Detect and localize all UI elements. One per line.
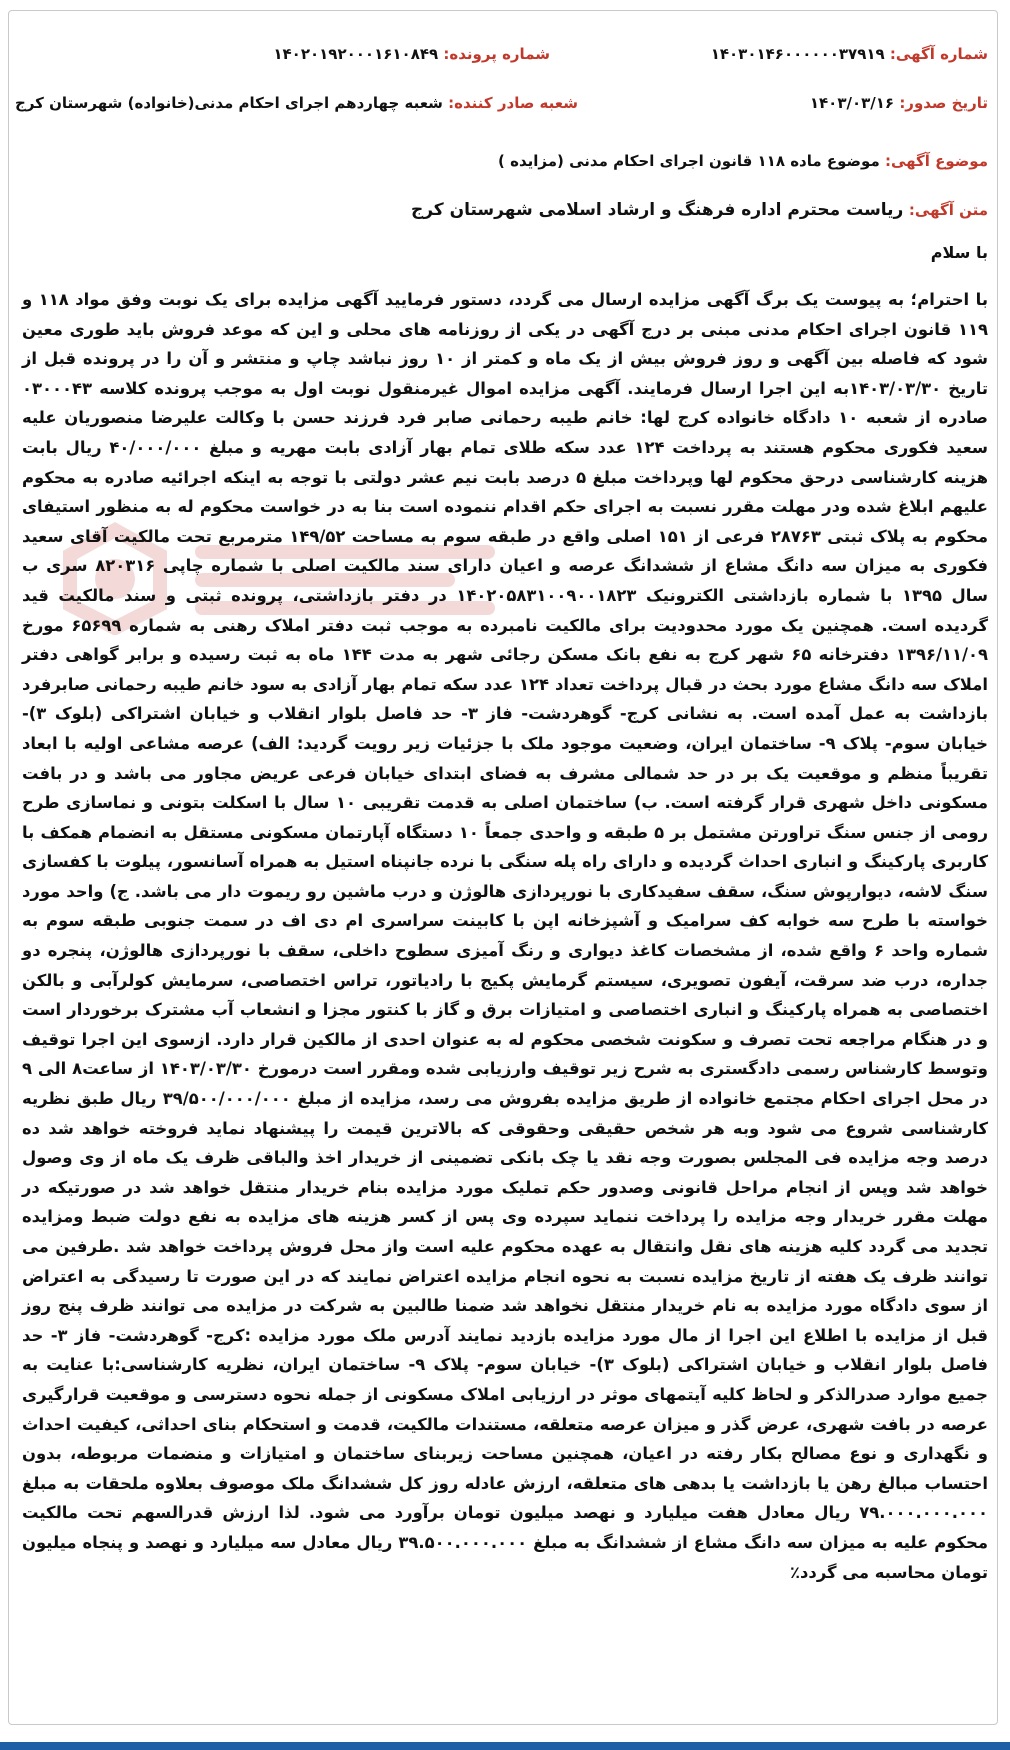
notice-body: با احترام؛ به پیوست یک برگ آگهی مزایده ارسال می گردد، دستور فرمایید آگهی مزایده برای یک نوبت وفق مواد ۱۱۸ و ۱۱۹ قانون اجرای احکام مدنی مبنی بر درج آگهی در یکی از روزنامه های محلی و این که موعد فروش باید طوری معین شود که فاصله بین آگهی و روز فروش بیش از یک ماه و کمتر از ۱۰ روز نباشد چاپ و منتشر و آن را در پرونده قبل از تاریخ ۱۴۰۳/۰۳/۳۰به این اجرا ارسال فرمایند. آگهی مزایده اموال غیرمنقول نوبت اول به موجب پرونده کلاسه ۰۳۰۰۰۴۳ صادره از شعبه ۱۰ دادگاه خانواده کرج لها: خانم طیبه رحمانی صابر فرد فرزند حسن با وکالت علیرضا منصوریان علیه سعید فکوری محکوم هستند به پرداخت ۱۲۴ عدد سکه طلای تمام بهار آزادی بابت مهریه و مبلغ ۴۰/۰۰۰/۰۰۰ ریال بابت هزینه کارشناسی درحق محکوم لها وپرداخت مبلغ ۵ درصد بابت نیم عشر دولتی با توجه به اینکه اجرائیه صادره به محکوم علیهم ابلاغ شده ودر مهلت مقرر نسبت به اجرای حکم اقدام ننموده است بنا به در خواست محکوم له به منظور استیفای محکوم به پلاک ثبتی ۲۸۷۶۳ فرعی از ۱۵۱ اصلی واقع در طبقه سوم به مساحت ۱۴۹/۵۲ مترمربع تحت مالکیت آقای سعید فکوری به میزان سه دانگ مشاع از ششدانگ عرصه و اعیان دارای سند مالکیت اصلی با شماره چاپی ۸۲۰۳۱۶ سری ب سال ۱۳۹۵ با شماره بازداشتی الکترونیک ۱۴۰۲۰۵۸۳۱۰۰۹۰۰۱۸۲۳ در دفتر بازداشتی، پرونده ثبتی و سند مالکیت قید گردیده است. همچنین یک مورد محدودیت برای مالکیت نامبرده به موجب ثبت دفتر املاک رهنی به شماره ۶۵۶۹۹ مورخ ۱۳۹۶/۱۱/۰۹ دفترخانه ۶۵ شهر کرج به نفع بانک مسکن رجائی شهر به مدت ۱۴۴ ماه به ثبت رسیده و برابر گواهی دفتر املاک سه دانگ مشاع مورد بحث در قبال پرداخت تعداد ۱۲۴ عدد سکه تمام بهار آزادی به سود خانم طیبه رحمانی صابرفرد بازداشت به عمل آمده است. به نشانی کرج- گوهردشت- فاز ۳- حد فاصل بلوار انقلاب و خیابان اشتراکی (بلوک ۳)- خیابان سوم- پلاک ۹- ساختمان ایران، وضعیت موجود ملک با جزئیات زیر رویت گردید: الف) عرصه مشاعی اولیه با ابعاد تقریباً منظم و موقعیت یک بر در حد شمالی مشرف به فضای ابتدای خیابان فرعی عریض مجاور می باشد و در بافت مسکونی داخل شهری قرار گرفته است. ب) ساختمان اصلی به قدمت تقریبی ۱۰ سال با اسکلت بتونی و نماسازی طرح رومی از جنس سنگ تراورتن مشتمل بر ۵ طبقه و واحدی جمعاً ۱۰ دستگاه آپارتمان مسکونی مستقل به انضمام همکف با کاربری پارکینگ و انباری احداث گردیده و دارای راه پله سنگی با نرده جانپناه استیل به همراه آسانسور، پیلوت با کفسازی سنگ لاشه، دیوارپوش سنگ، سقف سفیدکاری با نورپردازی هالوژن و درب ماشین رو ریموت دار می باشد. ج) واحد مورد خواسته با طرح سه خوابه کف سرامیک و آشپزخانه اپن با کابینت سراسری ام دی اف در سمت جنوبی طبقه سوم به شماره واحد ۶ واقع شده، از مشخصات کاغذ دیواری و رنگ آمیزی سطوح داخلی، سقف با نورپردازی هالوژن، پنجره دو جداره، درب ضد سرقت، آیفون تصویری، سیستم گرمایش پکیج با رادیاتور، تراس اختصاصی، سرمایش کولرآبی و بالکن اختصاصی به همراه پارکینگ و انباری اختصاصی و امتیازات برق و گاز با کنتور مجزا و انشعاب آب مشترک برخوردار است و در هنگام مراجعه تحت تصرف و سکونت شخصی محکوم له به عنوان احدی از مالکین قرار دارد. ازسوی این اجرا توقیف وتوسط کارشناس رسمی دادگستری به شرح زیر توقیف وارزیابی شده ومقرر است درمورخ ۱۴۰۳/۰۳/۳۰ از ساعت۸ الی ۹ در محل اجرای احکام مجتمع خانواده از طریق مزایده بفروش می رسد، مزایده از مبلغ ۳۹/۵۰۰/۰۰۰/۰۰۰ ریال طبق نظریه کارشناسی شروع می شود وبه هر شخص حقیقی وحقوقی که بالاترین قیمت را پیشنهاد نماید فروخته خواهد شد ده درصد وجه مزایده فی المجلس بصورت وجه نقد یا چک بانکی تضمینی از خریدار اخذ والباقی ظرف یک ماه از وی وصول خواهد شد وپس از انجام مراحل قانونی وصدور حکم تملیک مورد مزایده بنام خریدار منتقل خواهد شد در صورتیکه در مهلت مقرر خریدار وجه مزایده را پرداخت ننماید سپرده وی پس از کسر هزینه های مزایده به نفع دولت ضبط ومزایده تجدید می گردد کلیه هزینه های نقل وانتقال به عهده محکوم علیه است واز محل فروش پرداخت خواهد شد .طرفین می توانند ظرف یک هفته از تاریخ مزایده نسبت به نحوه انجام مزایده اعتراض نمایند که در این صورت تا رسیدگی به اعتراض از سوی دادگاه مورد مزایده به نام خریدار منتقل نخواهد شد ضمنا طالبین به شرکت در مزایده می توانند ظرف پنج روز قبل از مزایده با اطلاع این اجرا از مال مورد مزایده بازدید نمایند آدرس ملک مورد مزایده :کرج- گوهردشت- فاز ۳- حد فاصل بلوار انقلاب و خیابان اشتراکی (بلوک ۳)- خیابان سوم- پلاک ۹- ساختمان ایران، نظریه کارشناسی:با عنایت به جمیع موارد صدرالذکر و لحاظ کلیه آیتمهای موثر در ارزیابی املاک مسکونی از جمله نحوه دسترسی و موقعیت قرارگیری عرصه در بافت شهری، عرض گذر و میزان عرصه متعلقه، مستندات مالکیت، قدمت و استحکام بنای احداثی، کیفیت احداث و نگهداری و نوع مصالح بکار رفته در اعیان، همچنین مساحت زیربنای ساختمان و امتیازات و منضمات مربوطه، بدون احتساب مبالغ رهن یا بازداشت یا بدهی های متعلقه، ارزش عادله روز کل ششدانگ ملک موصوف بعلاوه ملحقات به مبلغ ۷۹.۰۰۰.۰۰۰.۰۰۰ ریال معادل هفت میلیارد و نهصد میلیون تومان برآورد می شود. لذا ارزش قدرالسهم تحت مالکیت محکوم علیه به میزان سه دانگ مشاع از ششدانگ به مبلغ ۳۹.۵۰۰.۰۰۰.۰۰۰ ریال معادل سه میلیارد و نهصد و پنجاه میلیون تومان محاسبه می گردد٪: [22, 290, 989, 1582]
bottom-bar: [0, 1742, 1010, 1750]
issue-date-label: تاریخ صدور:: [899, 94, 988, 112]
issue-date-value: ۱۴۰۳/۰۳/۱۶: [809, 94, 895, 112]
ad-number: [711, 45, 988, 63]
issue-date: [810, 94, 988, 112]
issuer-value: شعبه چهاردهم اجرای احکام مدنی(خانواده) شهرستان کرج: [15, 94, 443, 112]
ad-number-value: ۱۴۰۳۰۱۴۶۰۰۰۰۰۰۳۷۹۱۹: [710, 45, 885, 63]
text-intro-value: ریاست محترم اداره فرهنگ و ارشاد اسلامی شهرستان کرج: [410, 200, 904, 220]
issuer-label: شعبه صادر کننده:: [448, 94, 578, 112]
subject-value: موضوع ماده ۱۱۸ قانون اجرای احکام مدنی (مزایده ): [498, 152, 880, 170]
text-intro: [411, 200, 988, 220]
greeting: با سلام: [930, 243, 988, 262]
subject: [498, 152, 988, 170]
issuer: [15, 94, 578, 112]
subject-label: موضوع آگهی:: [884, 152, 988, 170]
text-intro-label: متن آگهی:: [908, 201, 988, 219]
ad-number-label: شماره آگهی:: [889, 45, 988, 63]
case-number-label: شماره پرونده:: [443, 45, 550, 63]
case-number-value: ۱۴۰۲۰۱۹۲۰۰۰۱۶۱۰۸۴۹: [273, 45, 439, 63]
case-number: [273, 45, 550, 63]
